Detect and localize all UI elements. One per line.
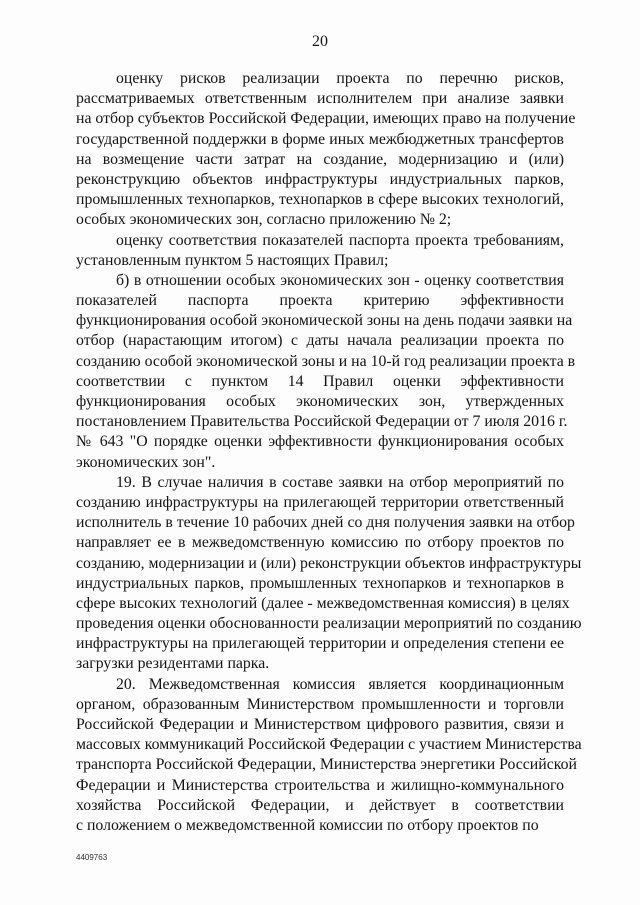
text-line: функционирования особой экономической зоны на день подачи заявки на: [76, 312, 573, 330]
text-line: на отбор субъектов Российской Федерации, имеющих право на получение: [76, 110, 576, 128]
document-body: [76, 69, 582, 836]
text-line: проведения оценки обоснованности реализации мероприятий по созданию: [76, 615, 582, 633]
text-line: 20. Межведомственная комиссия является координационным: [116, 675, 564, 693]
text-line: установленным пунктом 5 настоящих Правил;: [76, 251, 389, 269]
text-line: направляет ее в межведомственную комиссию по отбору проектов по: [76, 534, 564, 552]
text-line: сфере высоких технологий (далее - межведомственная комиссия) в целях: [76, 594, 570, 612]
text-line: массовых коммуникаций Российской Федерации с участием Министерства: [76, 736, 582, 754]
text-line: Федерации и Министерства строительства и жилищно-коммунального: [76, 776, 564, 794]
text-line: 19. В случае наличия в составе заявки на отбор мероприятий по: [116, 473, 564, 491]
paragraph: [76, 231, 564, 271]
text-line: экономических зон".: [76, 453, 216, 471]
text-line: реконструкцию объектов инфраструктуры индустриальных парков,: [76, 170, 564, 188]
page-number: 20: [312, 33, 328, 50]
text-line: созданию инфраструктуры на прилегающей территории ответственный: [76, 493, 564, 511]
text-line: соответствии с пунктом 14 Правил оценки эффективности: [76, 372, 564, 390]
paragraph: [76, 675, 582, 837]
paragraph: [76, 69, 576, 231]
text-line: загрузки резидентами парка.: [76, 655, 270, 673]
text-line: функционирования особых экономических зон, утвержденных: [76, 393, 564, 410]
text-line: индустриальных парков, промышленных технопарков и технопарков в: [76, 574, 564, 592]
text-line: № 643 "О порядке оценки эффективности функционирования особых: [76, 433, 564, 451]
text-line: Российской Федерации и Министерством цифрового развития, связи и: [76, 716, 564, 733]
text-line: с положением о межведомственной комиссии по отбору проектов по: [76, 816, 539, 834]
text-line: созданию, модернизации и (или) реконструкции объектов инфраструктуры: [76, 554, 582, 572]
text-line: б) в отношении особых экономических зон - оценку соответствия: [116, 271, 564, 289]
text-line: отбор (нарастающим итогом) с даты начала реализации проекта по: [76, 332, 564, 350]
paragraph: [76, 473, 582, 675]
text-line: особых экономических зон, согласно приложению № 2;: [76, 211, 452, 229]
text-line: хозяйства Российской Федерации, и действует в соответствии: [76, 796, 564, 814]
text-line: государственной поддержки в форме иных межбюджетных трансфертов: [76, 130, 564, 148]
text-line: органом, образованным Министерством промышленности и торговли: [76, 695, 564, 713]
text-line: исполнитель в течение 10 рабочих дней со дня получения заявки на отбор: [76, 514, 575, 532]
text-line: на возмещение части затрат на создание, модернизацию и (или): [76, 150, 564, 168]
text-line: рассматриваемых ответственным исполнителем при анализе заявки: [76, 90, 564, 108]
text-line: инфраструктуры на прилегающей территории и определения степени ее: [76, 635, 564, 653]
text-line: показателей паспорта проекта критерию эффективности: [76, 292, 564, 310]
text-line: созданию особой экономической зоны и на 10-й год реализации проекта в: [76, 352, 576, 370]
text-line: постановлением Правительства Российской Федерации от 7 июля 2016 г.: [76, 413, 568, 431]
document-code: 4409763: [76, 853, 108, 862]
paragraph: [76, 271, 576, 473]
text-line: оценку соответствия показателей паспорта проекта требованиям,: [116, 231, 564, 249]
text-line: транспорта Российской Федерации, Министерства энергетики Российской: [76, 756, 577, 774]
text-line: оценку рисков реализации проекта по перечню рисков,: [116, 70, 564, 87]
text-line: промышленных технопарков, технопарков в сфере высоких технологий,: [76, 191, 564, 209]
